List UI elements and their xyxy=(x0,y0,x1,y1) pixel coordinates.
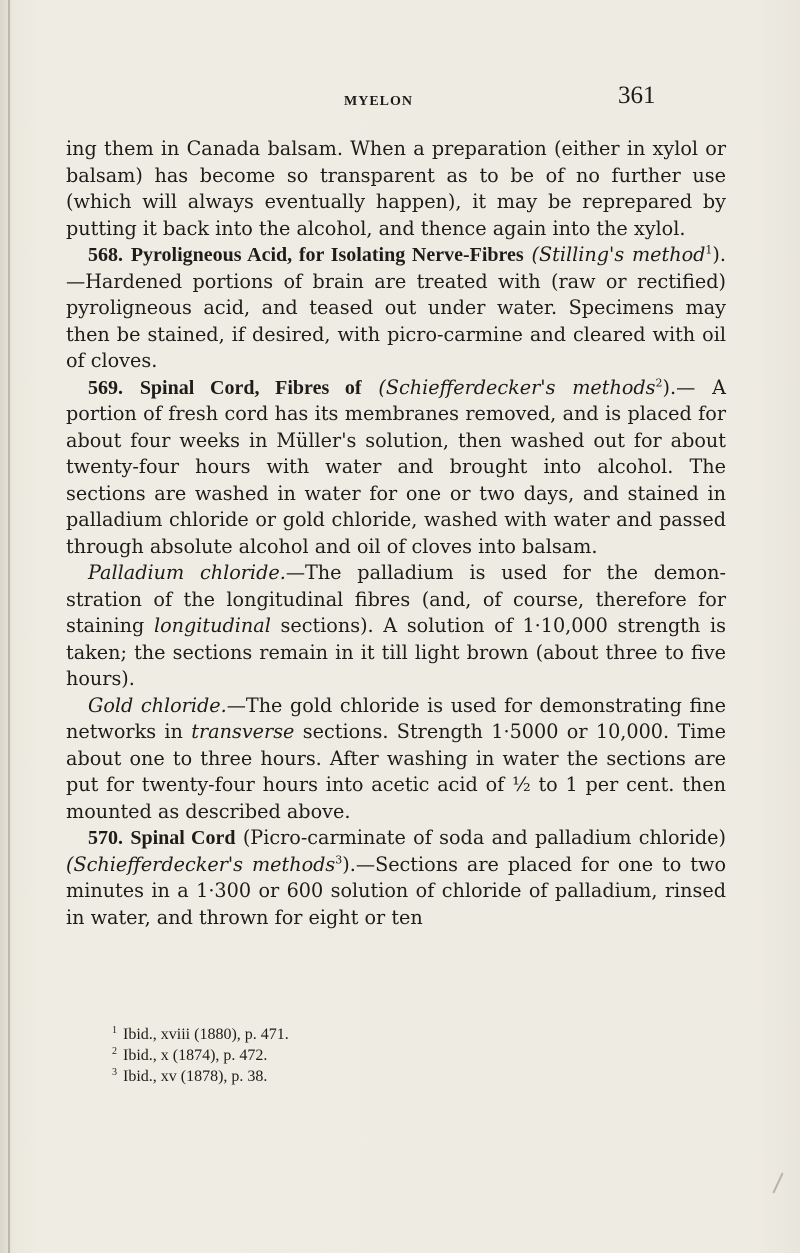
footnotes xyxy=(112,1024,612,1087)
section-title: Spinal Cord, Fibres of xyxy=(139,376,362,399)
section-title: Pyroligneous Acid, for Isolating Nerve-Fibres xyxy=(130,244,524,266)
section-568: 568. Pyroligneous Acid, for Isolating Nerve-Fibres (Stilling's method$^1$).—Hardened portions of brain are treated with (raw or rectified) pyroligneous acid, and teased out under water. Specimens may then be stained, if desired, with picro-carmine and cleared with oil of cloves. xyxy=(66,243,727,372)
paragraph-continued: ing them in Canada balsam. When a preparation (either in xylol or balsam) has become so transparent as to be of no further use (which will always eventually happen), it may be reprepared by putting it back into the alcohol, and thence again into the xylol. xyxy=(66,137,726,240)
section-body: — A portion of fresh cord has its membranes removed, and is placed for about four weeks in Müller's solution, then washed out for about twenty-four hours with water and brought into alcohol. The sections are washed in water for one or two days, and stained in palladium chloride or gold chloride, washed with water and passed through absolute alcohol and oil of cloves into balsam. xyxy=(66,375,726,558)
footnote: $^1$ Ibid., xviii (1880), p. 471. xyxy=(112,1024,289,1043)
body-text xyxy=(66,136,726,931)
method-name: (Schiefferdecker's methods xyxy=(66,852,336,876)
subsection-label: Gold chloride. xyxy=(88,693,227,717)
emphasis: longitudinal xyxy=(153,614,271,637)
section-number: 570. xyxy=(88,827,123,849)
method-name: (Stilling's method xyxy=(531,243,706,266)
page-header xyxy=(60,82,760,128)
section-body: —Hardened portions of brain are treated with (raw or rectified) pyroligneous acid, and teased out under water. Specimens may then be stained, if desired, with picro-carmine and cleared with oil of cloves. xyxy=(66,269,726,372)
palladium-paragraph: Palladium chloride.—The palladium is used for the demon-stration of the longitudinal fibres (and, of course, therefore for staining longitudinal sections). A solution of 1·10,000 strength is taken; the sections remain in it till light brown (about three to five hours). xyxy=(66,561,727,690)
section-subtitle: (Picro-carminate of soda and palladium chloride) xyxy=(242,826,726,849)
section-title: Spinal Cord xyxy=(130,827,236,849)
emphasis: transverse xyxy=(191,720,295,743)
footnote: $^2$ Ibid., x (1874), p. 472. xyxy=(112,1045,268,1064)
footnote-ref: 3 xyxy=(335,853,343,867)
section-569: 569. Spinal Cord, Fibres of (Schiefferdecker's methods$^2$).— A portion of fresh cord has its membranes removed, and is placed for about four weeks in Müller's solution, then washed out for about twenty-four hours with water and brought into alcohol. The sections are washed in water for one or two days, and stained in palladium chloride or gold chloride, washed with water and passed through absolute alcohol and oil of cloves into balsam. xyxy=(66,375,726,558)
footnote-ref: 1 xyxy=(705,243,713,257)
method-name: (Schiefferdecker's methods xyxy=(378,375,656,399)
pencil-mark xyxy=(772,1173,783,1194)
footnote-ref: 2 xyxy=(655,376,663,390)
gold-paragraph: Gold chloride.—The gold chloride is used for demonstrating fine networks in transverse sections. Strength 1·5000 or 10,000. Time about one to three hours. After washing in water the sections are put for twenty-four hours into acetic acid of ½ to 1 per cent. then mounted as described above. xyxy=(66,693,726,823)
section-number: 568. xyxy=(88,244,123,266)
section-number: 569. xyxy=(88,376,123,399)
page-number: 361 xyxy=(618,82,656,109)
section-body: —Sections are placed for one to two minutes in a 1·300 or 600 solution of chloride of palladium, rinsed in water, and thrown for eight or ten xyxy=(66,852,726,929)
footnote: $^3$ Ibid., xv (1878), p. 38. xyxy=(112,1066,268,1085)
section-570: 570. Spinal Cord (Picro-carminate of soda and palladium chloride) (Schiefferdecker's methods$^3$).—Sections are placed for one to two minutes in a 1·300 or 600 solution of chloride of palladium, rinsed in water, and thrown for eight or ten xyxy=(66,826,726,929)
subsection-label: Palladium chloride. xyxy=(88,561,286,584)
page-gutter xyxy=(8,0,10,1253)
running-head: MYELON xyxy=(344,94,413,109)
